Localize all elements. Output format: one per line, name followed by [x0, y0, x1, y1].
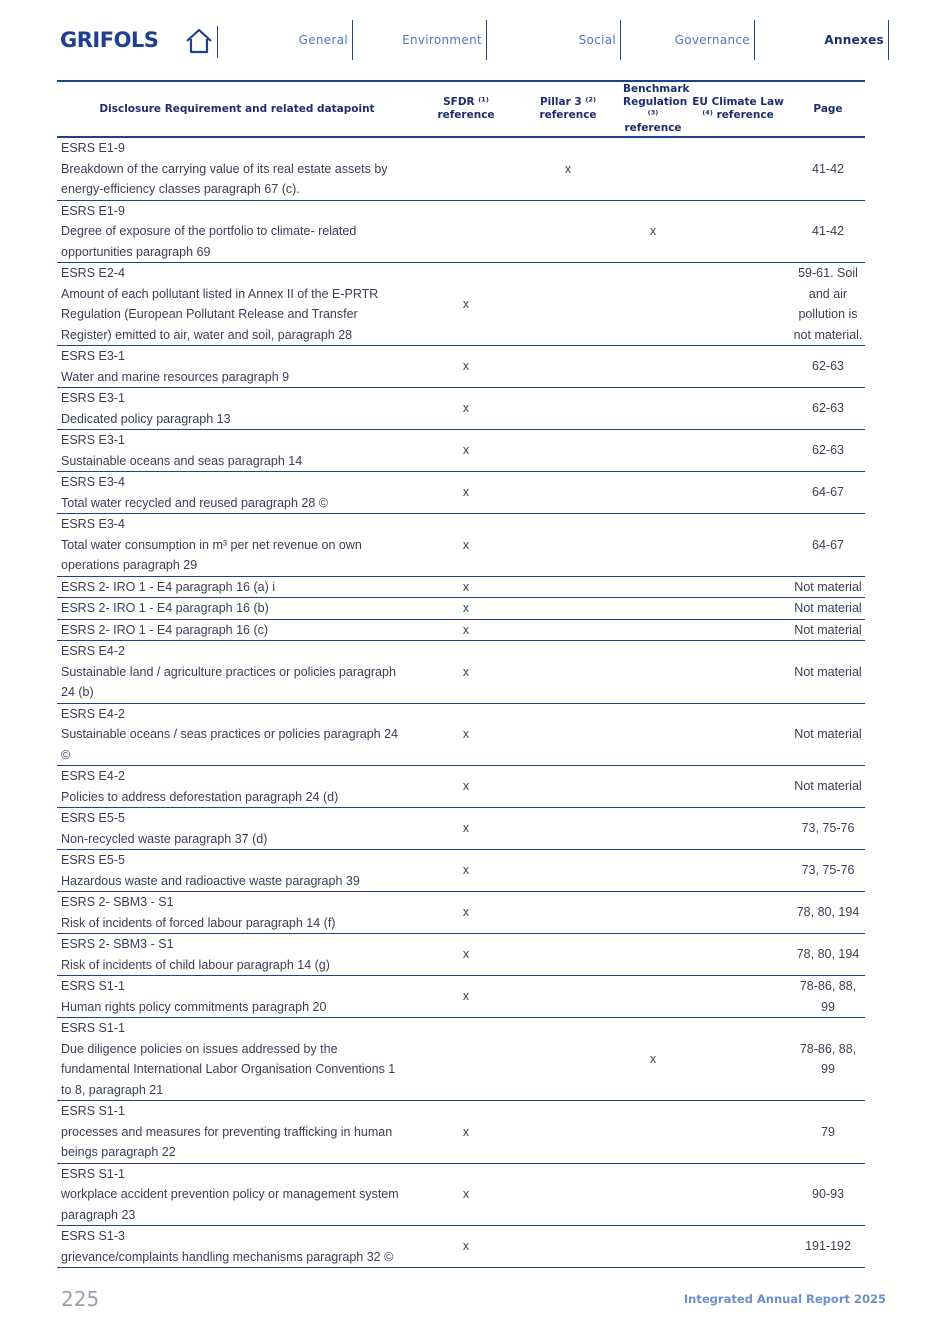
datapoint-text: Dedicated policy paragraph 13 [61, 411, 231, 426]
eu-climate-law-mark [685, 514, 791, 577]
page-reference: Not material [791, 641, 865, 704]
datapoint-text: Water and marine resources paragraph 9 [61, 369, 290, 384]
datapoint-cell [57, 850, 417, 892]
page-reference: Not material [791, 766, 865, 808]
eu-climate-law-mark [685, 703, 791, 766]
benchmark-mark [621, 576, 685, 598]
sfdr-mark [417, 137, 515, 200]
eu-climate-law-mark [685, 346, 791, 388]
datapoint-code: ESRS E2-4 [61, 266, 125, 280]
datapoint-text: ESRS 2- IRO 1 - E4 paragraph 16 (c) [61, 622, 269, 637]
page-reference: 73, 75-76 [791, 808, 865, 850]
benchmark-mark [621, 263, 685, 346]
pillar3-mark [515, 808, 621, 850]
table-row [57, 1101, 865, 1164]
pillar3-mark [515, 598, 621, 620]
table-row [57, 976, 865, 1018]
datapoint-cell [57, 263, 417, 346]
benchmark-mark: x [621, 1018, 685, 1101]
nav-social[interactable]: Social [487, 20, 621, 60]
benchmark-mark [621, 703, 685, 766]
datapoint-cell [57, 388, 417, 430]
benchmark-mark [621, 514, 685, 577]
eu-climate-law-mark [685, 1101, 791, 1164]
eu-climate-law-mark [685, 1226, 791, 1268]
datapoint-code: ESRS E3-1 [61, 391, 125, 405]
sfdr-mark: x [417, 388, 515, 430]
pillar3-mark [515, 619, 621, 641]
datapoint-cell [57, 472, 417, 514]
pillar3-mark: x [515, 137, 621, 200]
page-reference: 78-86, 88, 99 [791, 976, 865, 1018]
datapoint-text: ESRS 2- IRO 1 - E4 paragraph 16 (a) i [61, 579, 275, 594]
datapoint-text: processes and measures for preventing trafficking in human beings paragraph 22 [61, 1124, 393, 1159]
datapoint-code: ESRS 2- SBM3 - S1 [61, 937, 174, 951]
eu-climate-law-mark [685, 934, 791, 976]
page-reference: Not material [791, 576, 865, 598]
pillar3-mark [515, 200, 621, 263]
eu-climate-law-mark [685, 430, 791, 472]
page-reference: Not material [791, 619, 865, 641]
page-reference: 78-86, 88, 99 [791, 1018, 865, 1101]
page-reference: 41-42 [791, 137, 865, 200]
datapoint-cell [57, 934, 417, 976]
pillar3-mark [515, 1101, 621, 1164]
sfdr-mark: x [417, 1101, 515, 1164]
pillar3-mark [515, 1226, 621, 1268]
pillar3-mark [515, 263, 621, 346]
page-reference: Not material [791, 598, 865, 620]
pillar3-mark [515, 703, 621, 766]
table-row [57, 1163, 865, 1226]
datapoint-text: Total water recycled and reused paragraph 28 © [61, 495, 329, 510]
table-row [57, 892, 865, 934]
table-row [57, 472, 865, 514]
eu-climate-law-mark [685, 137, 791, 200]
datapoint-text: Risk of incidents of child labour paragraph 14 (g) [61, 957, 330, 972]
datapoint-cell [57, 430, 417, 472]
datapoint-code: ESRS S1-3 [61, 1229, 125, 1243]
header-sfdr: SFDR ⁽¹⁾ reference [417, 81, 515, 137]
benchmark-mark [621, 619, 685, 641]
datapoint-text: Breakdown of the carrying value of its real estate assets by energy-efficiency classes paragraph 67 (c). [61, 161, 388, 196]
page-reference: 62-63 [791, 430, 865, 472]
datapoint-text: Non-recycled waste paragraph 37 (d) [61, 831, 268, 846]
pillar3-mark [515, 1018, 621, 1101]
page-reference: 64-67 [791, 472, 865, 514]
sfdr-mark: x [417, 472, 515, 514]
sfdr-mark: x [417, 514, 515, 577]
header-page: Page [791, 81, 865, 137]
eu-climate-law-mark [685, 976, 791, 1018]
table-row [57, 388, 865, 430]
datapoint-code: ESRS E3-4 [61, 517, 125, 531]
datapoint-cell [57, 1226, 417, 1268]
page-reference: 73, 75-76 [791, 850, 865, 892]
page-reference: 78, 80, 194 [791, 934, 865, 976]
datapoint-text: Hazardous waste and radioactive waste paragraph 39 [61, 873, 360, 888]
sfdr-mark: x [417, 934, 515, 976]
eu-climate-law-mark [685, 641, 791, 704]
table-row [57, 263, 865, 346]
header-eu-climate-law: EU Climate Law ⁽⁴⁾ reference [685, 81, 791, 137]
datapoint-cell [57, 703, 417, 766]
datapoint-cell [57, 514, 417, 577]
pillar3-mark [515, 346, 621, 388]
datapoint-text: ESRS 2- IRO 1 - E4 paragraph 16 (b) [61, 601, 269, 615]
home-button[interactable] [183, 26, 218, 58]
table-row [57, 200, 865, 263]
sfdr-mark: x [417, 1226, 515, 1268]
page-reference: 79 [791, 1101, 865, 1164]
header-benchmark: Benchmark Regulation ⁽³⁾ reference [621, 81, 685, 137]
benchmark-mark [621, 641, 685, 704]
datapoint-code: ESRS S1-1 [61, 1166, 125, 1181]
nav-general[interactable]: General [219, 20, 353, 60]
datapoint-code: ESRS E4-2 [61, 769, 125, 783]
page-reference: 191-192 [791, 1226, 865, 1268]
report-title: Integrated Annual Report 2025 [683, 1292, 886, 1306]
datapoint-cell [57, 1163, 417, 1226]
datapoint-code: ESRS E5-5 [61, 853, 125, 867]
pillar3-mark [515, 514, 621, 577]
sfdr-mark: x [417, 766, 515, 808]
pillar3-mark [515, 976, 621, 1018]
benchmark-mark [621, 346, 685, 388]
sfdr-mark: x [417, 892, 515, 934]
datapoint-code: ESRS E1-9 [61, 141, 125, 155]
eu-climate-law-mark [685, 263, 791, 346]
grifols-logo[interactable]: GRIFOLS [60, 28, 159, 52]
datapoint-code: ESRS E1-9 [61, 203, 125, 218]
datapoint-text: Total water consumption in m³ per net revenue on own operations paragraph 29 [61, 537, 362, 572]
benchmark-mark [621, 598, 685, 620]
datapoint-code: ESRS E4-2 [61, 706, 125, 721]
header-datapoint: Disclosure Requirement and related datapoint [57, 81, 417, 137]
benchmark-mark: x [621, 200, 685, 263]
pillar3-mark [515, 430, 621, 472]
datapoint-text: grievance/complaints handling mechanisms paragraph 32 © [61, 1249, 394, 1264]
pillar3-mark [515, 576, 621, 598]
datapoint-code: ESRS S1-1 [61, 979, 125, 993]
top-navigation [0, 0, 950, 80]
eu-climate-law-mark [685, 1018, 791, 1101]
datapoint-text: Policies to address deforestation paragraph 24 (d) [61, 789, 339, 804]
table-row [57, 850, 865, 892]
sfdr-mark: x [417, 263, 515, 346]
page-reference: 90-93 [791, 1163, 865, 1226]
sfdr-mark: x [417, 619, 515, 641]
pillar3-mark [515, 1163, 621, 1226]
benchmark-mark [621, 388, 685, 430]
benchmark-mark [621, 976, 685, 1018]
datapoint-code: ESRS E3-4 [61, 475, 125, 489]
datapoint-code: ESRS E3-1 [61, 349, 125, 363]
pillar3-mark [515, 766, 621, 808]
eu-climate-law-mark [685, 576, 791, 598]
benchmark-mark [621, 1226, 685, 1268]
table-row [57, 766, 865, 808]
datapoint-cell [57, 1018, 417, 1101]
eu-climate-law-mark [685, 1163, 791, 1226]
sfdr-mark: x [417, 850, 515, 892]
datapoint-cell [57, 641, 417, 704]
datapoint-code: ESRS E5-5 [61, 811, 125, 825]
nav-environment[interactable]: Environment [353, 20, 487, 60]
page-reference: 41-42 [791, 200, 865, 263]
benchmark-mark [621, 430, 685, 472]
datapoint-code: ESRS S1-1 [61, 1104, 125, 1118]
table-row [57, 934, 865, 976]
sfdr-mark: x [417, 703, 515, 766]
pillar3-mark [515, 641, 621, 704]
benchmark-mark [621, 808, 685, 850]
benchmark-mark [621, 472, 685, 514]
page-reference: 78, 80, 194 [791, 892, 865, 934]
datapoint-code: ESRS E4-2 [61, 644, 125, 658]
datapoint-text: Amount of each pollutant listed in Annex II of the E-PRTR Regulation (European Pollutant Release and Transfer Register) emitted to air, water and soil, paragraph 28 [61, 286, 379, 342]
table-row [57, 1226, 865, 1268]
datapoint-text: Sustainable land / agriculture practices or policies paragraph 24 (b) [61, 664, 396, 699]
benchmark-mark [621, 850, 685, 892]
datapoint-cell [57, 619, 417, 641]
header-pillar3: Pillar 3 ⁽²⁾ reference [515, 81, 621, 137]
sfdr-mark [417, 1018, 515, 1101]
table-row [57, 808, 865, 850]
datapoint-cell [57, 892, 417, 934]
datapoint-cell [57, 576, 417, 598]
benchmark-mark [621, 1101, 685, 1164]
table-header-row [57, 81, 865, 137]
datapoint-text: Human rights policy commitments paragraph 20 [61, 999, 327, 1014]
page-number: 225 [61, 1287, 100, 1311]
table-row [57, 1018, 865, 1101]
eu-climate-law-mark [685, 808, 791, 850]
datapoint-code: ESRS E3-1 [61, 433, 125, 447]
sfdr-mark: x [417, 576, 515, 598]
datapoint-cell [57, 200, 417, 263]
datapoint-cell [57, 137, 417, 200]
datapoint-code: ESRS 2- SBM3 - S1 [61, 895, 174, 909]
table-row [57, 346, 865, 388]
datapoint-text: Degree of exposure of the portfolio to climate- related opportunities paragraph 69 [61, 224, 357, 259]
sfdr-mark [417, 200, 515, 263]
table-row [57, 514, 865, 577]
sfdr-mark: x [417, 976, 515, 1018]
eu-climate-law-mark [685, 388, 791, 430]
benchmark-mark [621, 137, 685, 200]
benchmark-mark [621, 892, 685, 934]
datapoint-cell [57, 766, 417, 808]
eu-climate-law-mark [685, 200, 791, 263]
table-row [57, 619, 865, 641]
page-reference: 62-63 [791, 388, 865, 430]
table-row [57, 598, 865, 620]
pillar3-mark [515, 388, 621, 430]
sfdr-mark: x [417, 1163, 515, 1226]
datapoint-code: ESRS S1-1 [61, 1021, 125, 1035]
pillar3-mark [515, 892, 621, 934]
eu-climate-law-mark [685, 472, 791, 514]
datapoint-cell [57, 1101, 417, 1164]
eu-climate-law-mark [685, 766, 791, 808]
sfdr-mark: x [417, 430, 515, 472]
table-row [57, 137, 865, 200]
page-reference: 64-67 [791, 514, 865, 577]
pillar3-mark [515, 850, 621, 892]
datapoint-text: Risk of incidents of forced labour paragraph 14 (f) [61, 915, 336, 930]
table-row [57, 430, 865, 472]
page-reference: 62-63 [791, 346, 865, 388]
pillar3-mark [515, 934, 621, 976]
datapoint-cell [57, 598, 417, 620]
sfdr-mark: x [417, 641, 515, 704]
sfdr-mark: x [417, 598, 515, 620]
datapoint-text: Due diligence policies on issues addressed by the fundamental International Labor Organisation Conventions 1 to 8, paragraph 21 [61, 1041, 396, 1097]
table-row [57, 703, 865, 766]
datapoint-cell [57, 976, 417, 1018]
pillar3-mark [515, 472, 621, 514]
page-reference: Not material [791, 703, 865, 766]
benchmark-mark [621, 1163, 685, 1226]
eu-climate-law-mark [685, 850, 791, 892]
benchmark-mark [621, 766, 685, 808]
sfdr-mark: x [417, 808, 515, 850]
datapoint-cell [57, 346, 417, 388]
nav-governance[interactable]: Governance [621, 20, 755, 60]
datapoint-text: Sustainable oceans / seas practices or policies paragraph 24 © [61, 727, 399, 762]
eu-climate-law-mark [685, 598, 791, 620]
benchmark-mark [621, 934, 685, 976]
table-row [57, 576, 865, 598]
datapoint-text: workplace accident prevention policy or management system paragraph 23 [61, 1187, 399, 1222]
nav-annexes[interactable]: Annexes [755, 20, 889, 60]
datapoint-cell [57, 808, 417, 850]
sfdr-mark: x [417, 346, 515, 388]
disclosure-table [57, 80, 865, 1268]
table-row [57, 641, 865, 704]
eu-climate-law-mark [685, 619, 791, 641]
datapoint-text: Sustainable oceans and seas paragraph 14 [61, 453, 303, 468]
page-reference: 59-61. Soil and air pollution is not material. [791, 263, 865, 346]
eu-climate-law-mark [685, 892, 791, 934]
